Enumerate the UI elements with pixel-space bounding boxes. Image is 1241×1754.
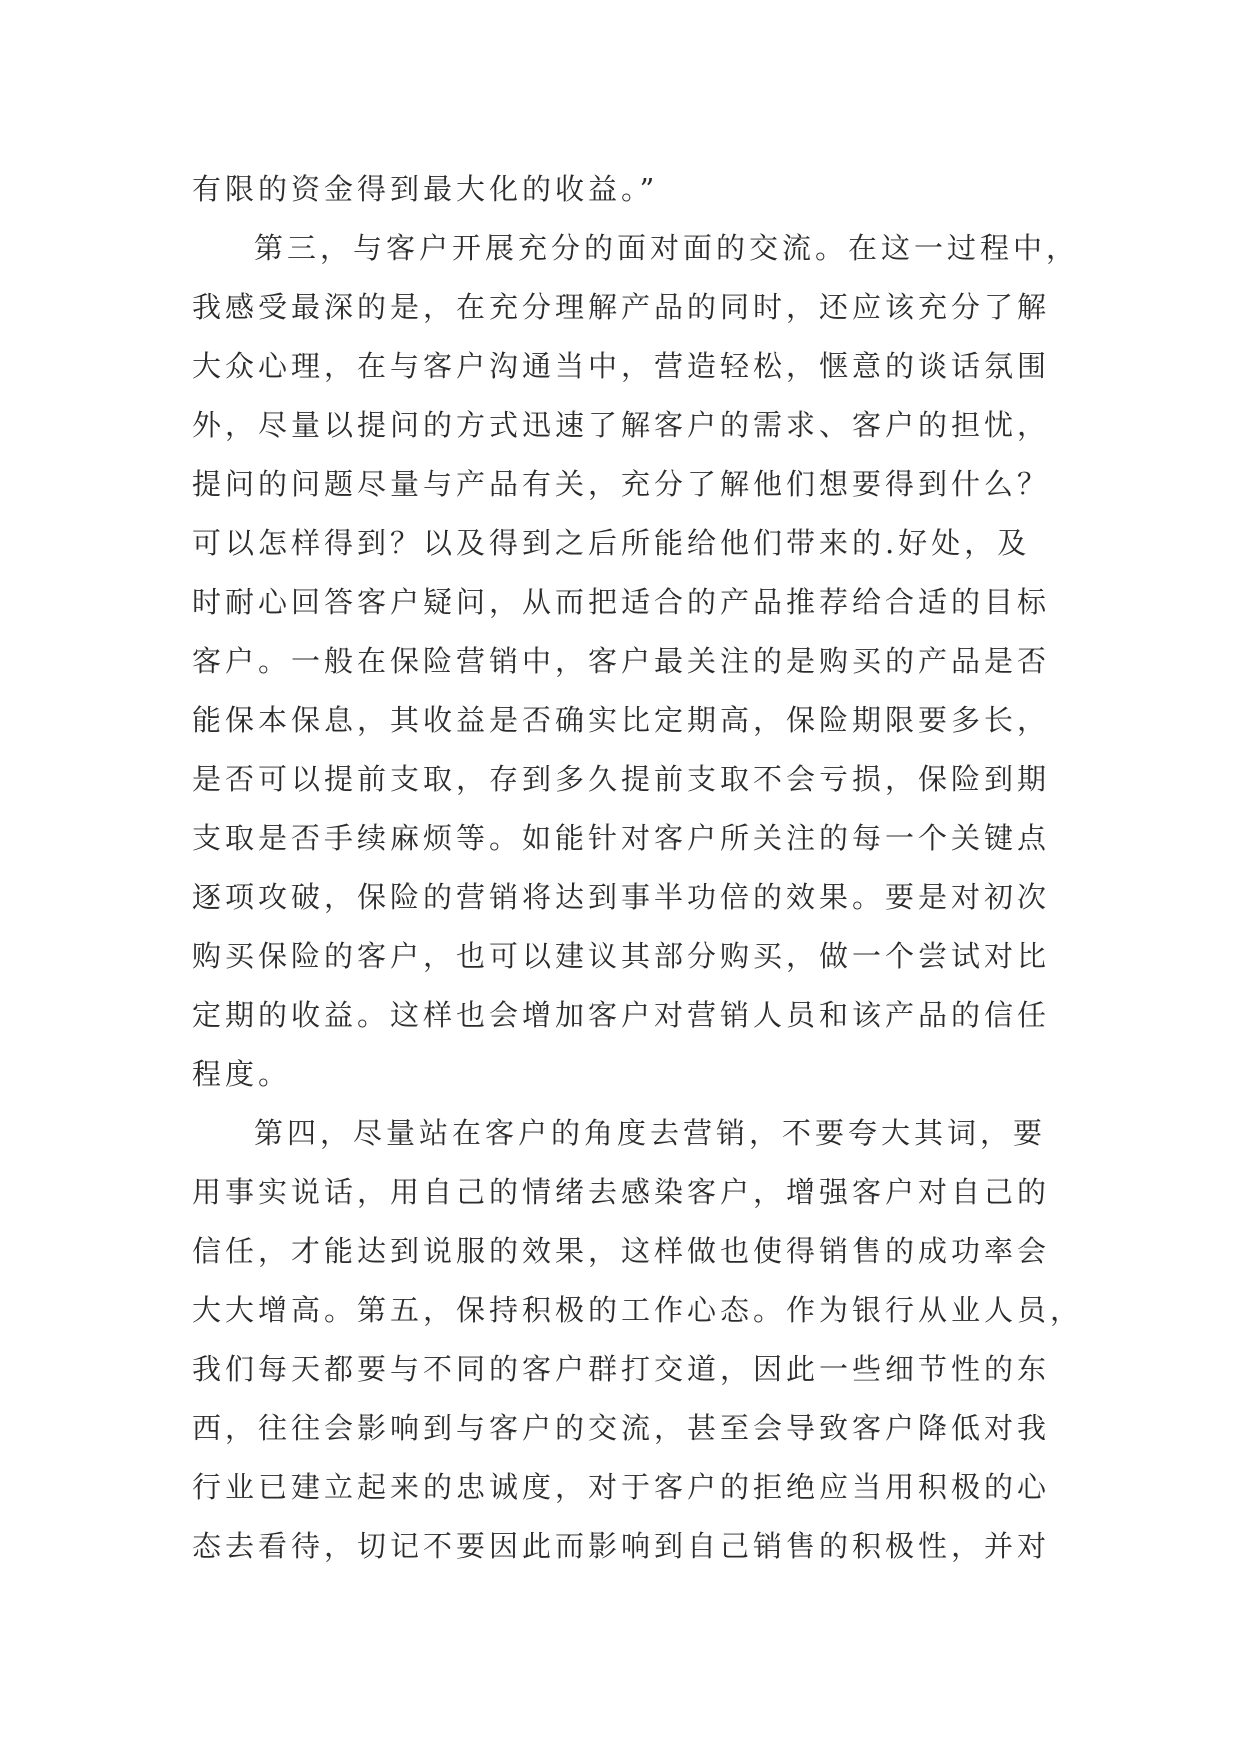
text-line: 态去看待，切记不要因此而影响到自己销售的积极性，并对: [192, 1529, 1051, 1563]
text-line: 第三，与客户开展充分的面对面的交流。在这一过程中，: [254, 231, 1080, 265]
text-line: 我感受最深的是，在充分理解产品的同时，还应该充分了解: [192, 290, 1051, 324]
paragraph-3: [192, 1104, 1084, 1576]
text-line: 外，尽量以提问的方式迅速了解客户的需求、客户的担忧，: [192, 408, 1051, 442]
text-line: 购买保险的客户，也可以建议其部分购买，做一个尝试对比: [192, 939, 1051, 973]
text-line: 用事实说话，用自己的情绪去感染客户，增强客户对自己的: [192, 1175, 1051, 1209]
paragraph-2: [192, 219, 1080, 1104]
text-line: 时耐心回答客户疑问，从而把适合的产品推荐给合适的目标: [192, 585, 1051, 619]
text-line: 信任，才能达到说服的效果，这样做也使得销售的成功率会: [192, 1234, 1051, 1268]
text-line: 有限的资金得到最大化的收益。”: [192, 172, 659, 206]
text-line: 西，往往会影响到与客户的交流，甚至会导致客户降低对我: [192, 1411, 1051, 1445]
text-line: 能保本保息，其收益是否确实比定期高，保险期限要多长，: [192, 703, 1051, 737]
text-line: 客户。一般在保险营销中，客户最关注的是购买的产品是否: [192, 644, 1051, 678]
text-line: 可以怎样得到？以及得到之后所能给他们带来的.好处，及: [192, 526, 1031, 560]
text-line: 程度。: [192, 1057, 292, 1091]
paragraph-1: [192, 160, 1052, 219]
text-line: 提问的问题尽量与产品有关，充分了解他们想要得到什么？: [192, 467, 1051, 501]
text-line: 大大增高。第五，保持积极的工作心态。作为银行从业人员，: [192, 1293, 1084, 1327]
text-line: 支取是否手续麻烦等。如能针对客户所关注的每一个关键点: [192, 821, 1051, 855]
text-line: 是否可以提前支取，存到多久提前支取不会亏损，保险到期: [192, 762, 1051, 796]
text-line: 逐项攻破，保险的营销将达到事半功倍的效果。要是对初次: [192, 880, 1051, 914]
text-line: 大众心理，在与客户沟通当中，营造轻松，惬意的谈话氛围: [192, 349, 1051, 383]
text-line: 第四，尽量站在客户的角度去营销，不要夸大其词，要: [254, 1116, 1047, 1150]
body-text: [192, 160, 1084, 1576]
text-line: 定期的收益。这样也会增加客户对营销人员和该产品的信任: [192, 998, 1051, 1032]
text-line: 行业已建立起来的忠诚度，对于客户的拒绝应当用积极的心: [192, 1470, 1051, 1504]
text-line: 我们每天都要与不同的客户群打交道，因此一些细节性的东: [192, 1352, 1051, 1386]
